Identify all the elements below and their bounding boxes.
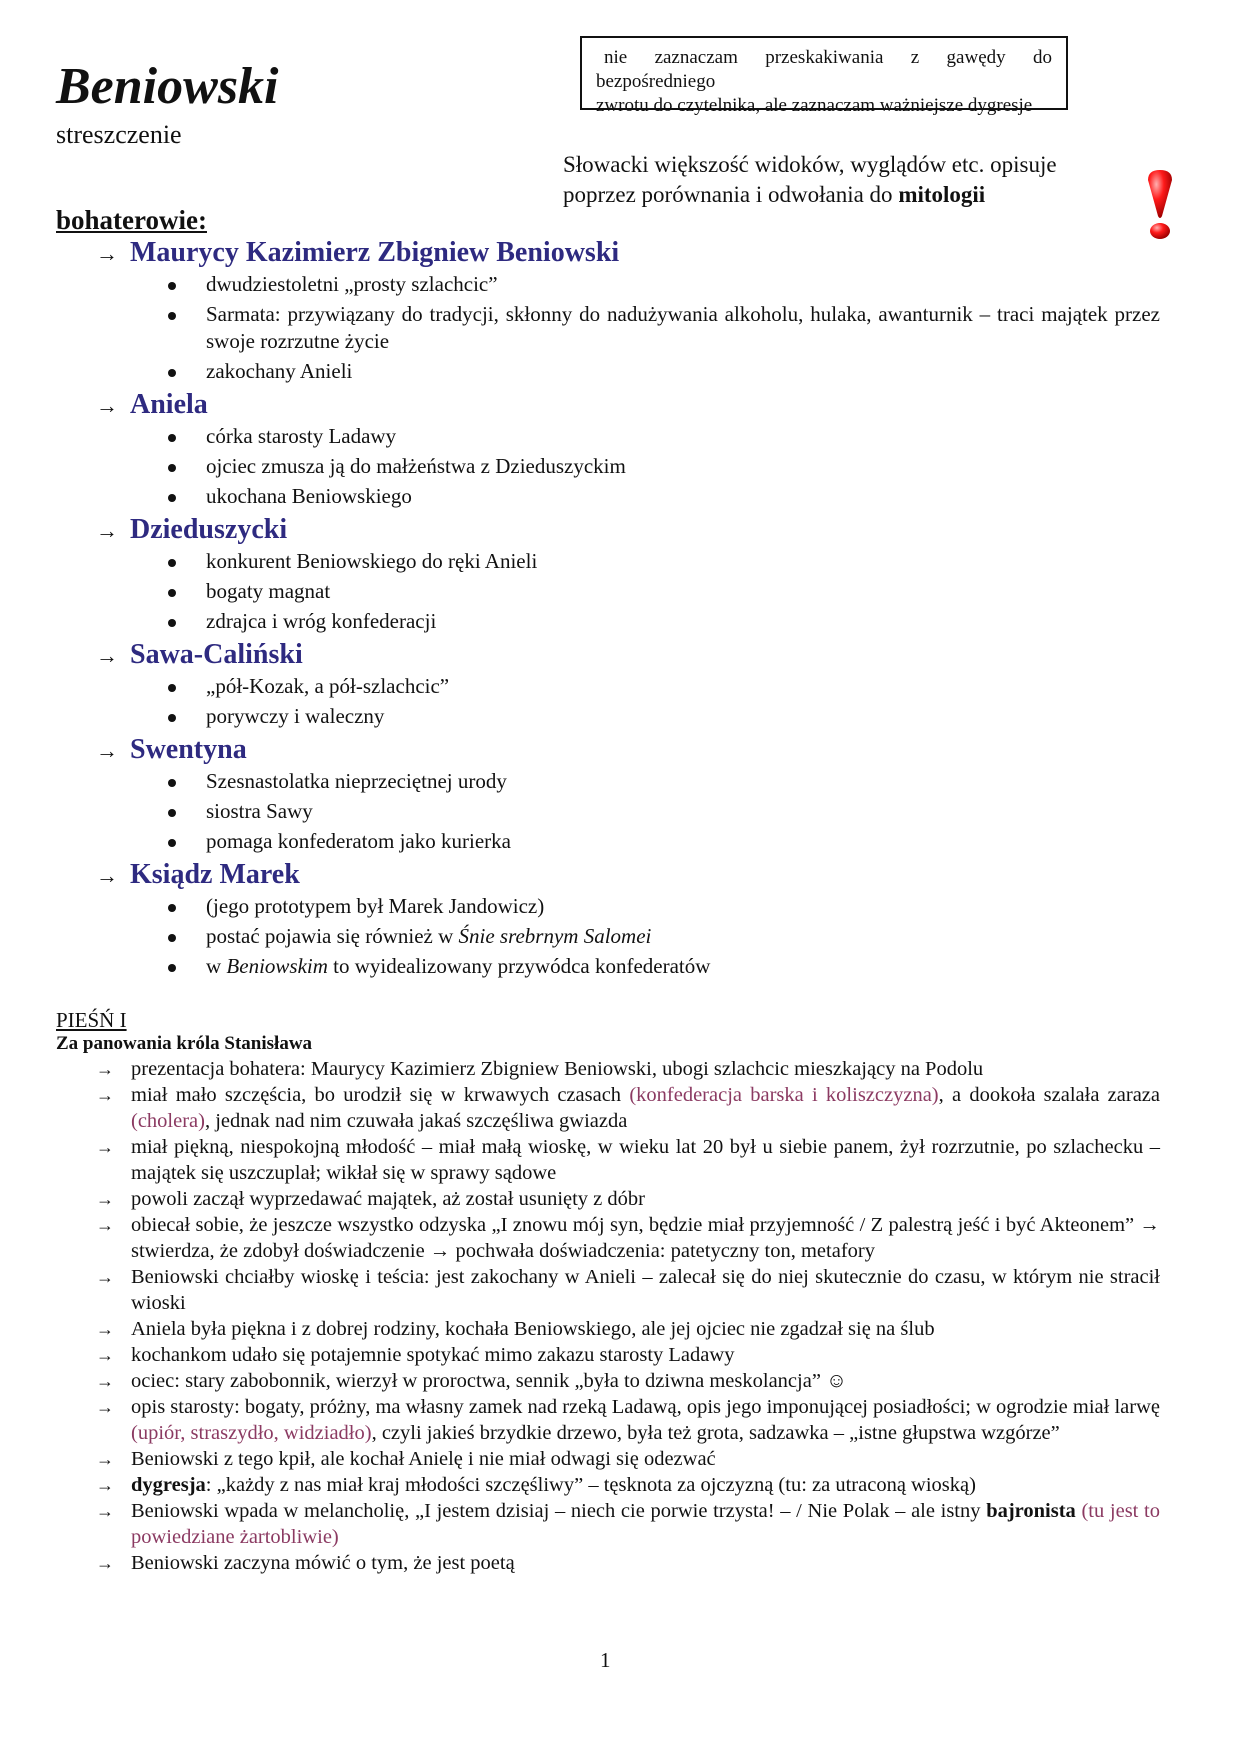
hero-point-text: konkurent Beniowskiego do ręki Anieli (206, 549, 538, 573)
hero-name-text: Ksiądz Marek (130, 859, 300, 890)
hero-point-text: siostra Sawy (206, 799, 313, 823)
song-event-highlight: (upiór, straszydło, widziadło) (131, 1422, 372, 1444)
hero-name (96, 858, 1160, 893)
song-event-text: powoli zaczął wyprzedawać majątek, aż został usunięty z dóbr (131, 1188, 645, 1210)
song-event-text: Beniowski z tego kpił, ale kochał Anielę i nie miał odwagi się odezwać (131, 1448, 716, 1470)
hero-point (168, 548, 1160, 575)
arrow-icon: → (96, 241, 118, 266)
hero-name (96, 236, 1160, 271)
hero-point (168, 483, 1160, 510)
hero-point-italic: Beniowskim (226, 954, 328, 978)
song-event-highlight: (konfederacja barska i koliszczyzna) (629, 1084, 939, 1106)
song-event-text: ociec: stary zabobonnik, wierzył w proroctwa, sennik „była to dziwna meskolancja” ☺ (131, 1370, 847, 1392)
song-event (96, 1394, 1160, 1446)
song-event (96, 1264, 1160, 1316)
song-event-bold: bajronista (986, 1500, 1076, 1522)
hero-name (96, 513, 1160, 548)
hero-point-italic: Śnie srebrnym Salomei (458, 924, 652, 948)
arrow-icon: → (96, 1059, 114, 1079)
hero-name-text: Maurycy Kazimierz Zbigniew Beniowski (130, 237, 620, 268)
bullet-icon (168, 934, 176, 942)
hero-points (56, 893, 1160, 980)
arrow-icon: → (96, 1267, 114, 1287)
arrow-icon: → (96, 518, 118, 543)
arrow-icon: → (96, 1345, 114, 1365)
heroes-list (56, 236, 1160, 983)
arrow-icon: → (96, 1397, 114, 1417)
hero-point-text: Szesnastolatka nieprzeciętnej urody (206, 769, 507, 793)
bullet-icon (168, 839, 176, 847)
hero-name-text: Dzieduszycki (130, 514, 288, 545)
bullet-icon (168, 312, 176, 320)
arrow-icon: → (96, 1371, 114, 1391)
arrow-icon: → (96, 863, 118, 888)
bullet-icon (168, 904, 176, 912)
hero-name-text: Aniela (130, 389, 208, 420)
hero-points (56, 423, 1160, 510)
hero-point (168, 893, 1160, 920)
hero-point (168, 608, 1160, 635)
arrow-icon: → (96, 1553, 114, 1573)
song-event (96, 1134, 1160, 1186)
song-event-text: prezentacja bohatera: Maurycy Kazimierz Zbigniew Beniowski, ubogi szlachcic mieszkający na Podolu (131, 1058, 984, 1080)
mythology-note-text: Słowacki większość widoków, wyglądów etc. opisuje poprzez porównania i odwołania do (563, 152, 1057, 207)
song-event-text: kochankom udało się potajemnie spotykać mimo zakazu starosty Ladawy (131, 1344, 735, 1366)
arrow-icon: → (96, 393, 118, 418)
hero-point-text: zdrajca i wróg konfederacji (206, 609, 437, 633)
song-event-highlight: (tu jest to powiedziane żartobliwie) (131, 1500, 1160, 1548)
song-event-highlight: (cholera) (131, 1110, 205, 1132)
hero-point-text: postać pojawia się również w (206, 924, 459, 948)
hero-point (168, 923, 1160, 950)
note-box (580, 36, 1068, 116)
bullet-icon (168, 809, 176, 817)
arrow-icon: → (96, 1189, 114, 1209)
hero-point (168, 828, 1160, 855)
arrow-icon: → (96, 1449, 114, 1469)
hero-point-text: „pół-Kozak, a pół-szlachcic” (206, 674, 450, 698)
bullet-icon (168, 464, 176, 472)
song-event (96, 1498, 1160, 1550)
bullet-icon (168, 589, 176, 597)
bullet-icon (168, 714, 176, 722)
heroes-heading: bohaterowie: (56, 205, 207, 235)
hero-point (168, 953, 1160, 980)
hero-point-text: Sarmata: przywiązany do tradycji, skłonny do nadużywania alkoholu, hulaka, awanturnik – traci majątek przez swoje rozrzutne życie (206, 302, 1160, 353)
hero-point-text: porywczy i waleczny (206, 704, 385, 728)
bullet-icon (168, 684, 176, 692)
arrow-icon: → (96, 1501, 114, 1521)
arrow-icon: → (96, 643, 118, 668)
song-event-bold: dygresja (131, 1474, 206, 1496)
song-event (96, 1446, 1160, 1472)
note-line-2: zwrotu do czytelnika, ale zaznaczam ważniejsze dygresje (596, 95, 1033, 116)
hero-point-text: pomaga konfederatom jako kurierka (206, 829, 511, 853)
hero-point-text: to wyidealizowany przywódca konfederatów (327, 954, 711, 978)
hero-point (168, 358, 1160, 385)
hero-points (56, 271, 1160, 385)
song-event-text: opis starosty: bogaty, próżny, ma własny zamek nad rzeką Ladawą, opis jego imponującej posiadłości; w ogrodzie miał larwę (131, 1396, 1160, 1418)
hero-point-text: dwudziestoletni „prosty szlachcic” (206, 272, 498, 296)
song-event (96, 1056, 1160, 1082)
bullet-icon (168, 619, 176, 627)
song-event-text: miał mało szczęścia, bo urodził się w krwawych czasach (131, 1084, 630, 1106)
arrow-icon: → (96, 1137, 114, 1157)
song-event (96, 1082, 1160, 1134)
hero-point (168, 453, 1160, 480)
song-event-text: Beniowski chciałby wioskę i teścia: jest zakochany w Anieli – zalecał się do niej skutecznie do czasu, w którym nie stracił wioski (131, 1266, 1160, 1314)
bullet-icon (168, 369, 176, 377)
mythology-note (563, 150, 1123, 210)
bullet-icon (168, 434, 176, 442)
bullet-icon (168, 779, 176, 787)
hero-name (96, 638, 1160, 673)
hero-name-text: Swentyna (130, 734, 247, 765)
hero-point-text: bogaty magnat (206, 579, 331, 603)
hero-point (168, 301, 1160, 355)
page-number: 1 (600, 1648, 611, 1672)
song-event (96, 1342, 1160, 1368)
hero-point (168, 271, 1160, 298)
song-event (96, 1472, 1160, 1498)
hero-name-text: Sawa-Caliński (130, 639, 303, 670)
exclamation-icon (1145, 168, 1175, 240)
song-event-text: , czyli jakieś brzydkie drzewo, była też grota, sadzawka – „istne głupstwa wzgórze” (371, 1422, 1060, 1444)
hero-point (168, 423, 1160, 450)
hero-name (96, 388, 1160, 423)
page-subtitle: streszczenie (56, 120, 182, 149)
mythology-note-bold: mitologii (898, 182, 986, 207)
hero-points (56, 548, 1160, 635)
song-event-text: Beniowski zaczyna mówić o tym, że jest poetą (131, 1552, 515, 1574)
song-subtitle: Za panowania króla Stanisława (56, 1033, 313, 1054)
page-title: Beniowski (56, 58, 279, 115)
hero-point-text: córka starosty Ladawy (206, 424, 397, 448)
song-event-text: obiecał sobie, że jeszcze wszystko odzyska „I znowu mój syn, będzie miał przyjemność / Z palestrą jeść i być Akteonem” → stwierdza, że zdobył doświadczenie → pochwała doświadczenia: patetyczny ton, metafory (131, 1214, 1160, 1262)
bullet-icon (168, 964, 176, 972)
song-event (96, 1212, 1160, 1264)
arrow-icon: → (96, 1319, 114, 1339)
hero-point (168, 673, 1160, 700)
hero-point (168, 798, 1160, 825)
song-event-text: : „każdy z nas miał kraj młodości szczęśliwy” – tęsknota za ojczyzną (tu: za utraconą wioską) (205, 1474, 976, 1496)
bullet-icon (168, 559, 176, 567)
hero-point-text: (jego prototypem był Marek Jandowicz) (206, 894, 545, 918)
bullet-icon (168, 494, 176, 502)
arrow-icon: → (96, 1215, 114, 1235)
bullet-icon (168, 282, 176, 290)
hero-point-text: ukochana Beniowskiego (206, 484, 412, 508)
hero-point (168, 768, 1160, 795)
hero-point-text: w (206, 954, 227, 978)
song-event-text: miał piękną, niespokojną młodość – miał małą wioskę, w wieku lat 20 był u siebie panem, żył rozrzutnie, po szlachecku – majątek się uszczuplał; wikłał się w sprawy sądowe (131, 1136, 1160, 1184)
arrow-icon: → (96, 1475, 114, 1495)
note-line-1: nie zaznaczam przeskakiwania z gawędy do bezpośredniego (596, 47, 1052, 92)
hero-name (96, 733, 1160, 768)
arrow-icon: → (96, 1085, 114, 1105)
hero-point (168, 578, 1160, 605)
song-event-text: Aniela była piękna i z dobrej rodziny, kochała Beniowskiego, ale jej ojciec nie zgadzał się na ślub (131, 1318, 935, 1340)
song-events-list (56, 1056, 1160, 1576)
song-event (96, 1316, 1160, 1342)
arrow-icon: → (96, 738, 118, 763)
song-title: PIEŚŃ I (56, 1008, 127, 1032)
hero-points (56, 768, 1160, 855)
song-section (56, 1008, 1160, 1576)
song-event (96, 1550, 1160, 1576)
hero-point-text: ojciec zmusza ją do małżeństwa z Dzieduszyckim (206, 454, 626, 478)
song-event-text: , jednak nad nim czuwała jakaś szczęśliwa gwiazda (204, 1110, 628, 1132)
song-event-text: Beniowski wpada w melancholię, „I jestem dzisiaj – niech cie porwie trzysta! – / Nie Polak – ale istny (131, 1500, 987, 1522)
hero-point (168, 703, 1160, 730)
song-event (96, 1186, 1160, 1212)
hero-points (56, 673, 1160, 730)
song-event (96, 1368, 1160, 1394)
song-event-text: , a dookoła szalała zaraza (938, 1084, 1161, 1106)
hero-point-text: zakochany Anieli (206, 359, 353, 383)
